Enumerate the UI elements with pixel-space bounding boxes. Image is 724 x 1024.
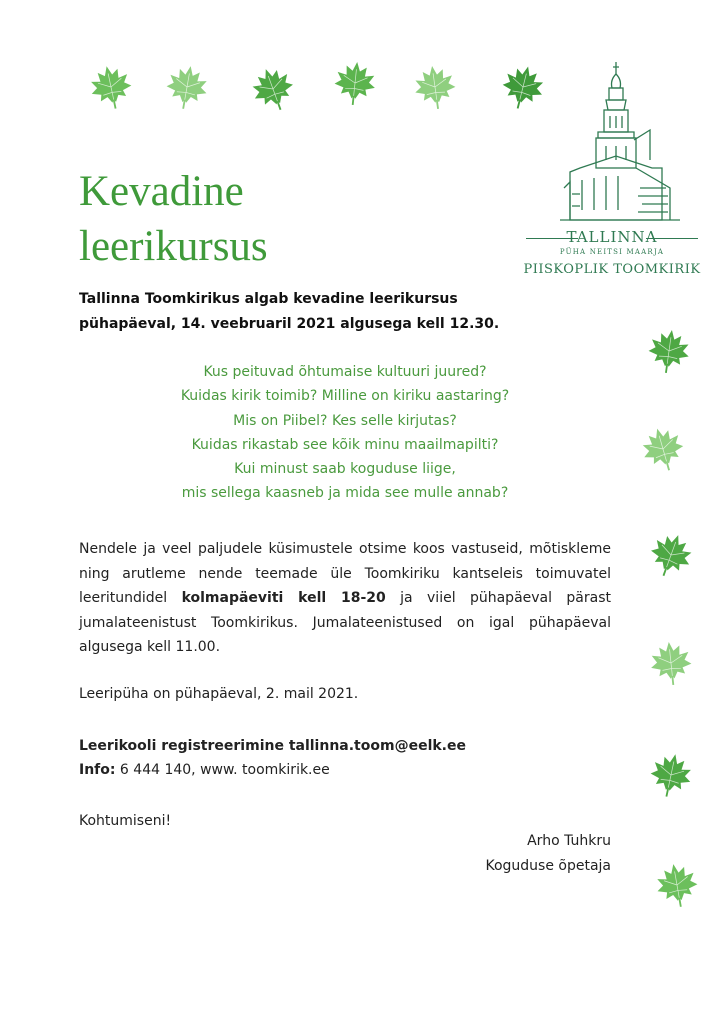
question-line: mis sellega kaasneb ja mida see mulle annab? bbox=[181, 485, 509, 502]
cathedral-icon bbox=[520, 60, 704, 225]
question-line: Kuidas rikastab see kõik minu maailmapilti? bbox=[191, 436, 499, 453]
maple-leaf-icon bbox=[84, 60, 139, 115]
maple-leaf-icon bbox=[160, 60, 213, 113]
maple-leaf-icon bbox=[635, 421, 692, 478]
intro-line-1: Tallinna Toomkirikus algab kevadine leerikursus bbox=[79, 291, 458, 307]
maple-leaf-icon bbox=[642, 526, 701, 585]
maple-leaf-icon bbox=[650, 858, 703, 911]
question-line: Mis on Piibel? Kes selle kirjutas? bbox=[233, 412, 457, 429]
logo-city: TALLINNA bbox=[566, 228, 658, 246]
maple-leaf-icon bbox=[646, 638, 697, 689]
question-line: Kuidas kirik toimib? Milline on kiriku aastaring? bbox=[180, 388, 510, 405]
closing-greeting: Kohtumiseni! bbox=[79, 813, 172, 829]
intro-line-2: pühapäeval, 14. veebruaril 2021 algusega kell 12.30. bbox=[79, 316, 500, 332]
body-text-part-2: ja viiel pühapäeval pärast jumalateenistust Toomkirikus. Jumalateenistused on igal pühapäeval algusega kell 11.00. bbox=[79, 590, 611, 655]
intro-text bbox=[79, 287, 499, 337]
signature-role: Koguduse õpetaja bbox=[485, 858, 611, 874]
maple-leaf-icon bbox=[644, 748, 699, 803]
page-title bbox=[79, 164, 268, 274]
questions-block bbox=[150, 360, 540, 506]
body-text-bold: kolmapäeviti kell 18-20 bbox=[181, 590, 386, 606]
confirmation-date: Leeripüha on pühapäeval, 2. mail 2021. bbox=[79, 686, 359, 702]
maple-leaf-icon bbox=[643, 325, 695, 377]
question-line: Kus peituvad õhtumaise kultuuri juured? bbox=[203, 364, 487, 380]
question-line: Kui minust saab koguduse liige, bbox=[234, 461, 456, 478]
title-line-1: Kevadine bbox=[79, 168, 244, 215]
body-paragraph bbox=[79, 537, 611, 660]
logo-dedication: PÜHA NEITSI MAARJA bbox=[559, 248, 665, 256]
info-line bbox=[79, 759, 330, 781]
body-text-part-1: Nendele ja veel paljudele küsimustele otsime koos vastuseid, mõtiskleme ning arutleme nende teemade üle Toomkiriku kantseleis toimuvatel leeritundidel bbox=[79, 541, 611, 606]
signature-name: Arho Tuhkru bbox=[527, 833, 611, 849]
info-label: Info: bbox=[79, 762, 116, 778]
registration-line: Leerikooli registreerimine tallinna.toom@eelk.ee bbox=[79, 738, 466, 754]
title-line-2: leerikursus bbox=[79, 223, 268, 270]
church-logo bbox=[520, 60, 704, 282]
maple-leaf-icon bbox=[330, 58, 381, 109]
maple-leaf-icon bbox=[409, 61, 461, 113]
maple-leaf-icon bbox=[244, 60, 303, 119]
logo-church-name: PIISKOPLIK TOOMKIRIK bbox=[523, 262, 701, 277]
info-value: 6 444 140, www. toomkirik.ee bbox=[115, 762, 330, 778]
